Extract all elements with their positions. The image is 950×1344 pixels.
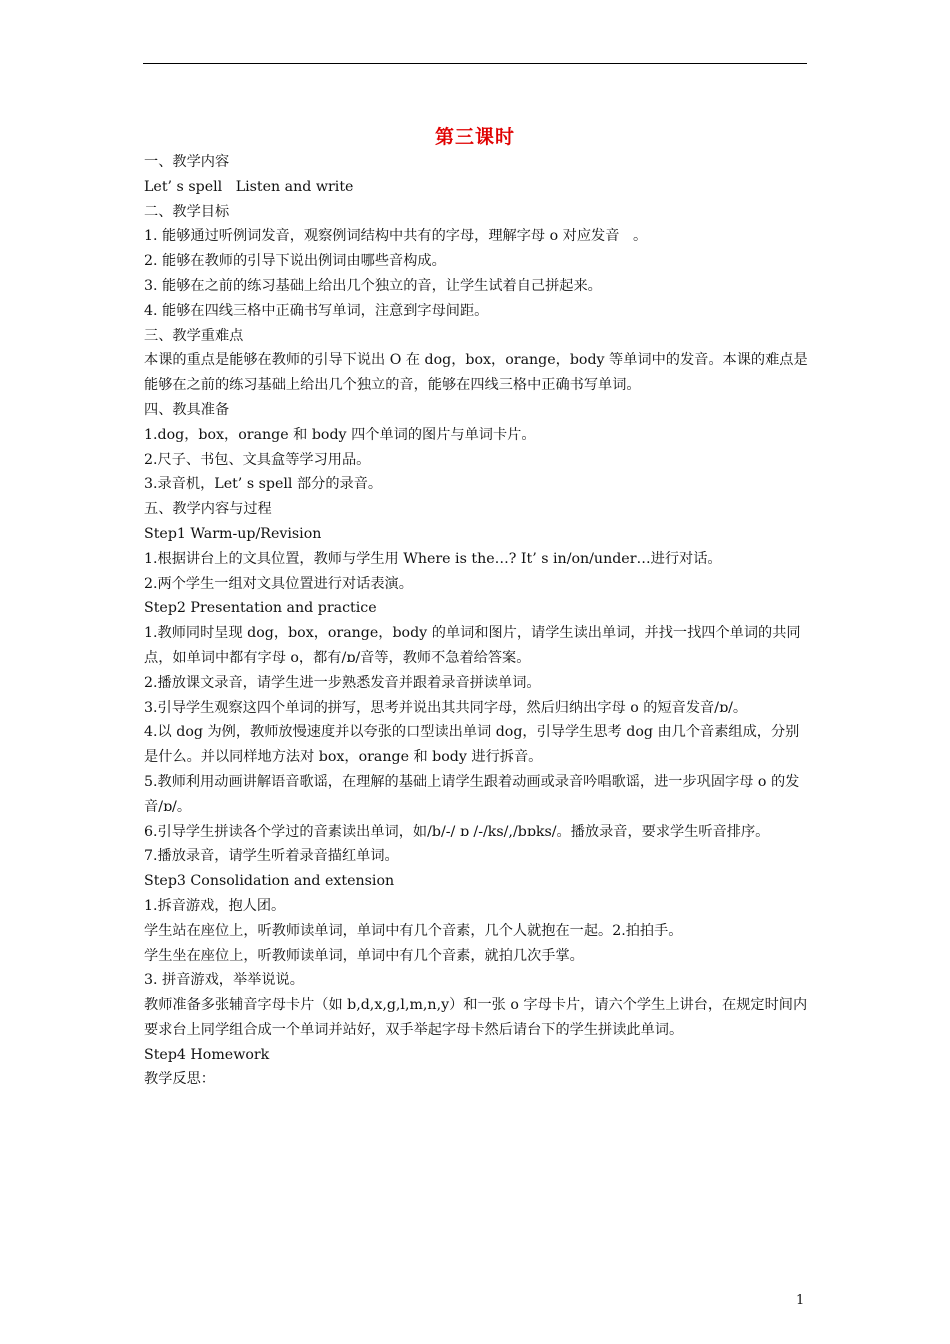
step2-item-7: 7.播放录音，请学生听着录音描红单词。 bbox=[144, 848, 399, 865]
content-text: Let’ s spell Listen and write bbox=[144, 178, 354, 195]
step-heading-3: Step3 Consolidation and extension bbox=[144, 873, 395, 890]
step3-text-3: 教师准备多张辅音字母卡片（如 b,d,x,g,l,m,n,y）和一张 o 字母卡片，请六个学生上讲台，在规定时间内要求台上同学组合成一个单词并站好，双手举起字母卡然后请台下的学生拼读此单词。 bbox=[144, 997, 808, 1038]
material-item-2: 2.尺子、书包、文具盒等学习用品。 bbox=[144, 451, 371, 468]
page-title: 第三课时 bbox=[434, 126, 515, 148]
goal-item-3: 3. 能够在之前的练习基础上给出几个独立的音，让学生试着自己拼起来。 bbox=[144, 277, 602, 294]
section-heading-materials: 四、教具准备 bbox=[144, 401, 230, 418]
step3-text-1: 学生站在座位上，听教师读单词，单词中有几个音素，几个人就抱在一起。2.拍拍手。 bbox=[144, 922, 683, 939]
step2-item-2: 2.播放课文录音，请学生进一步熟悉发音并跟着录音拼读单词。 bbox=[144, 674, 541, 691]
step2-item-4: 4.以 dog 为例，教师放慢速度并以夸张的口型读出单词 dog，引导学生思考 dog 由几个音素组成，分别是什么。并以同样地方法对 box，orange 和 body 进行拆音。 bbox=[144, 724, 800, 766]
step2-item-1: 1.教师同时呈现 dog，box，orange，body 的单词和图片，请学生读出单词，并找一找四个单词的共同点，如单词中都有字母 o，都有/ɒ/音等，教师不急着给答案。 bbox=[144, 625, 801, 666]
material-item-3: 3.录音机，Let’ s spell 部分的录音。 bbox=[144, 476, 383, 493]
goal-item-4: 4. 能够在四线三格中正确书写单词，注意到字母间距。 bbox=[144, 302, 489, 319]
section-heading-process: 五、教学内容与过程 bbox=[144, 501, 272, 518]
step2-item-3: 3.引导学生观察这四个单词的拼写，思考并说出其共同字母，然后归纳出字母 o 的短音发音/ɒ/。 bbox=[144, 699, 748, 716]
material-item-1: 1.dog，box，orange 和 body 四个单词的图片与单词卡片。 bbox=[144, 426, 536, 443]
step-heading-1: Step1 Warm-up/Revision bbox=[144, 525, 322, 542]
step3-item-3: 3. 拼音游戏，举举说说。 bbox=[144, 972, 304, 989]
step2-item-5: 5.教师利用动画讲解语音歌谣，在理解的基础上请学生跟着动画或录音吟唱歌谣，进一步巩固字母 o 的发音/ɒ/。 bbox=[144, 773, 800, 815]
header-rule bbox=[143, 63, 807, 64]
goal-item-1: 1. 能够通过听例词发音，观察例词结构中共有的字母，理解字母 o 对应发音 。 bbox=[144, 228, 648, 245]
page-number: 1 bbox=[796, 1293, 805, 1308]
section-heading-content: 一、教学内容 bbox=[144, 154, 230, 170]
key-points-paragraph: 本课的重点是能够在教师的引导下说出 O 在 dog，box，orange，body 等单词中的发音。本课的难点是能够在之前的练习基础上给出几个独立的音，能够在四线三格中正确书写单词。 bbox=[144, 352, 808, 394]
document-body bbox=[144, 150, 844, 1092]
step1-item-1: 1.根据讲台上的文具位置，教师与学生用 Where is the…? It’ s in/on/under…进行对话。 bbox=[144, 550, 722, 567]
step1-item-2: 2.两个学生一组对文具位置进行对话表演。 bbox=[144, 575, 413, 592]
step-heading-4: Step4 Homework bbox=[144, 1046, 270, 1063]
step-heading-2: Step2 Presentation and practice bbox=[144, 600, 377, 617]
step3-item-1: 1.拆音游戏，抱人团。 bbox=[144, 897, 286, 914]
reflection-label: 教学反思： bbox=[144, 1071, 215, 1088]
goal-item-2: 2. 能够在教师的引导下说出例词由哪些音构成。 bbox=[144, 253, 446, 270]
step2-item-6: 6.引导学生拼读各个学过的音素读出单词，如/b/-/ ɒ /-/ks/,/bɒks/。播放录音，要求学生听音排序。 bbox=[144, 823, 770, 840]
section-heading-goals: 二、教学目标 bbox=[144, 203, 230, 220]
section-heading-key-points: 三、教学重难点 bbox=[144, 327, 244, 344]
step3-text-2: 学生坐在座位上，听教师读单词，单词中有几个音素，就拍几次手掌。 bbox=[144, 947, 584, 964]
